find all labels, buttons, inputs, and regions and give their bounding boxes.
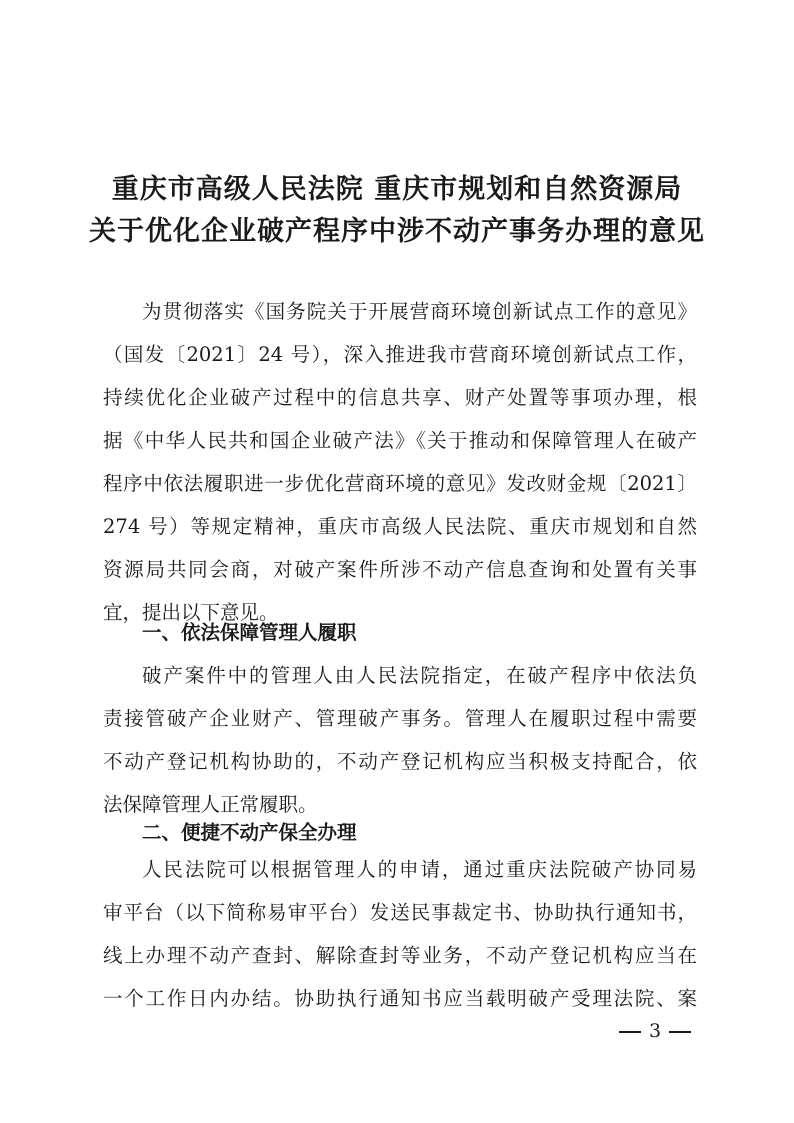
paragraph-line: 责接管破产企业财产、管理破产事务。管理人在履职过程中需要 [103, 707, 697, 730]
section-heading-1: 一、依法保障管理人履职 [142, 621, 357, 644]
document-title-line-1: 重庆市高级人民法院 重庆市规划和自然资源局 [111, 174, 683, 205]
paragraph-line: 据《中华人民共和国企业破产法》《关于推动和保障管理人在破产 [103, 429, 697, 452]
section-heading-2: 二、便捷不动产保全办理 [142, 821, 357, 844]
paragraph-line: 持续优化企业破产过程中的信息共享、财产处置等事项办理，根 [103, 386, 697, 409]
paragraph-line: 法保障管理人正常履职。 [103, 793, 318, 816]
paragraph-line: 审平台（以下简称易审平台）发送民事裁定书、协助执行通知书， [103, 901, 697, 924]
paragraph-line: 宜，提出以下意见。 [103, 601, 279, 624]
paragraph-line: 人民法院可以根据管理人的申请，通过重庆法院破产协同易 [142, 858, 697, 881]
paragraph-line: 程序中依法履职进一步优化营商环境的意见》发改财金规〔2021〕 [103, 472, 697, 495]
paragraph-line: 不动产登记机构协助的，不动产登记机构应当积极支持配合，依 [103, 750, 697, 773]
paragraph-line: （国发〔2021〕24 号），深入推进我市营商环境创新试点工作， [103, 343, 697, 366]
paragraph-line: 资源局共同会商，对破产案件所涉不动产信息查询和处置有关事 [103, 558, 697, 581]
page-number: 3 [610, 1016, 700, 1046]
paragraph-line: 一个工作日内办结。协助执行通知书应当载明破产受理法院、案 [103, 987, 697, 1010]
paragraph-line: 破产案件中的管理人由人民法院指定，在破产程序中依法负 [142, 664, 697, 687]
paragraph-line: 线上办理不动产查封、解除查封等业务，不动产登记机构应当在 [103, 944, 697, 967]
paragraph-line: 为贯彻落实《国务院关于开展营商环境创新试点工作的意见》 [142, 300, 697, 323]
document-title-line-2: 关于优化企业破产程序中涉不动产事务办理的意见 [89, 216, 705, 247]
paragraph-line: 274 号）等规定精神，重庆市高级人民法院、重庆市规划和自然 [103, 515, 697, 538]
